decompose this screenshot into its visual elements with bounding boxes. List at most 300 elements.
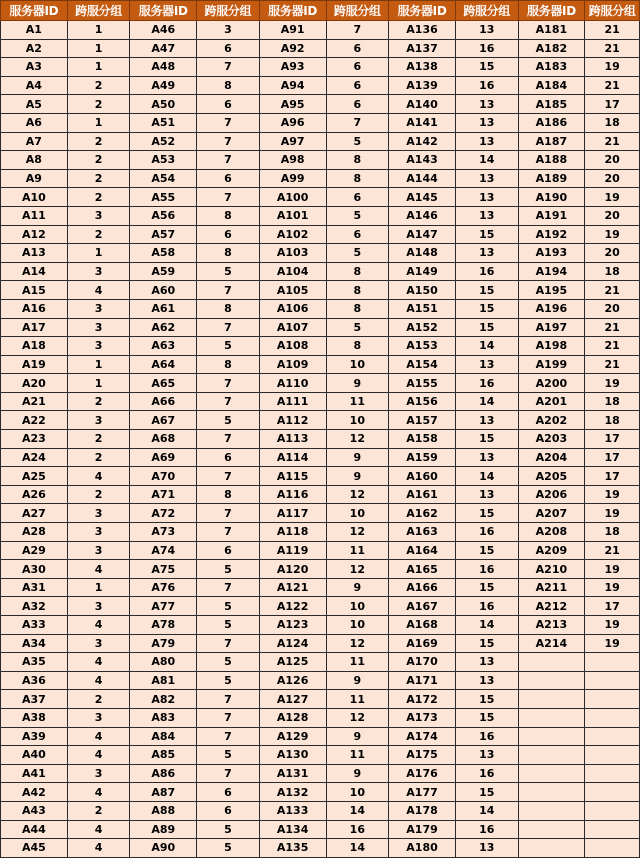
server-id-cell: A35 [1, 653, 68, 672]
server-id-cell: A145 [389, 188, 456, 207]
cross-group-cell: 21 [585, 39, 640, 58]
server-id-cell: A179 [389, 820, 456, 839]
server-id-cell: A8 [1, 151, 68, 170]
server-id-cell: A146 [389, 206, 456, 225]
table-row [1, 783, 640, 802]
cross-group-cell: 9 [326, 764, 389, 783]
table-row [1, 746, 640, 765]
server-id-cell: A14 [1, 262, 68, 281]
server-id-cell: A56 [130, 206, 197, 225]
table-row [1, 671, 640, 690]
server-id-cell: A134 [259, 820, 326, 839]
table-row [1, 541, 640, 560]
server-id-cell: A156 [389, 392, 456, 411]
server-id-cell: A2 [1, 39, 68, 58]
cross-group-cell: 15 [455, 708, 518, 727]
table-row [1, 467, 640, 486]
cross-group-cell: 5 [197, 671, 260, 690]
cross-group-cell: 2 [67, 225, 130, 244]
server-id-cell: A140 [389, 95, 456, 114]
cross-group-cell: 15 [455, 578, 518, 597]
server-id-cell: A93 [259, 58, 326, 77]
server-id-cell: A116 [259, 485, 326, 504]
server-id-cell: A13 [1, 244, 68, 263]
cross-group-cell: 15 [455, 634, 518, 653]
cross-group-cell: 7 [197, 392, 260, 411]
server-id-cell: A76 [130, 578, 197, 597]
table-row [1, 839, 640, 858]
cross-group-cell: 2 [67, 132, 130, 151]
cross-group-cell: 6 [197, 169, 260, 188]
server-id-cell: A23 [1, 430, 68, 449]
cross-group-cell: 7 [197, 504, 260, 523]
server-id-cell: A184 [518, 76, 585, 95]
server-id-cell: A176 [389, 764, 456, 783]
server-id-cell: A95 [259, 95, 326, 114]
table-row [1, 504, 640, 523]
cross-group-cell: 6 [326, 76, 389, 95]
server-id-cell: A183 [518, 58, 585, 77]
header-row [1, 1, 640, 21]
cross-group-cell: 7 [197, 708, 260, 727]
server-id-cell: A200 [518, 374, 585, 393]
cross-group-cell [585, 801, 640, 820]
cross-group-cell: 16 [455, 76, 518, 95]
cross-group-header: 跨服分组 [326, 1, 389, 21]
server-id-cell: A25 [1, 467, 68, 486]
cross-group-cell: 14 [455, 392, 518, 411]
server-id-cell: A137 [389, 39, 456, 58]
server-id-cell: A101 [259, 206, 326, 225]
cross-group-cell: 1 [67, 113, 130, 132]
table-row [1, 578, 640, 597]
cross-group-cell: 6 [326, 95, 389, 114]
cross-group-cell: 3 [67, 318, 130, 337]
cross-group-cell [585, 671, 640, 690]
cross-group-cell: 2 [67, 169, 130, 188]
cross-group-cell: 4 [67, 281, 130, 300]
cross-group-cell: 8 [197, 485, 260, 504]
cross-group-cell: 4 [67, 653, 130, 672]
cross-group-cell: 5 [326, 206, 389, 225]
server-id-cell: A68 [130, 430, 197, 449]
cross-group-cell: 17 [585, 597, 640, 616]
server-id-cell: A153 [389, 337, 456, 356]
server-id-cell: A190 [518, 188, 585, 207]
cross-group-cell: 6 [197, 783, 260, 802]
server-id-cell: A47 [130, 39, 197, 58]
server-id-cell: A37 [1, 690, 68, 709]
server-id-cell: A213 [518, 616, 585, 635]
cross-group-cell: 7 [197, 467, 260, 486]
table-row [1, 225, 640, 244]
server-id-cell: A84 [130, 727, 197, 746]
cross-group-cell: 13 [455, 95, 518, 114]
server-id-cell: A91 [259, 21, 326, 40]
table-row [1, 801, 640, 820]
server-id-cell: A160 [389, 467, 456, 486]
cross-group-cell: 3 [197, 21, 260, 40]
table-row [1, 318, 640, 337]
cross-group-cell: 7 [197, 634, 260, 653]
cross-group-cell: 7 [197, 578, 260, 597]
server-id-cell [518, 708, 585, 727]
cross-group-cell: 13 [455, 244, 518, 263]
server-id-cell: A198 [518, 337, 585, 356]
server-id-cell: A121 [259, 578, 326, 597]
server-id-cell: A46 [130, 21, 197, 40]
server-id-cell: A62 [130, 318, 197, 337]
cross-group-cell: 15 [455, 225, 518, 244]
server-id-cell: A148 [389, 244, 456, 263]
server-id-cell: A77 [130, 597, 197, 616]
table-row [1, 169, 640, 188]
server-id-cell: A34 [1, 634, 68, 653]
cross-group-cell: 2 [67, 392, 130, 411]
cross-group-cell: 20 [585, 151, 640, 170]
server-id-cell: A141 [389, 113, 456, 132]
cross-group-cell: 19 [585, 225, 640, 244]
table-row [1, 597, 640, 616]
server-id-cell: A142 [389, 132, 456, 151]
cross-group-cell: 7 [197, 281, 260, 300]
server-id-cell: A126 [259, 671, 326, 690]
server-id-cell [518, 820, 585, 839]
cross-group-cell: 19 [585, 188, 640, 207]
cross-group-cell [585, 820, 640, 839]
server-id-cell: A85 [130, 746, 197, 765]
table-row [1, 206, 640, 225]
server-id-cell: A115 [259, 467, 326, 486]
cross-group-cell: 1 [67, 58, 130, 77]
server-id-header: 服务器ID [259, 1, 326, 21]
cross-group-cell: 20 [585, 299, 640, 318]
server-id-cell: A89 [130, 820, 197, 839]
cross-group-cell: 12 [326, 485, 389, 504]
server-id-cell: A96 [259, 113, 326, 132]
server-id-cell: A36 [1, 671, 68, 690]
server-id-cell: A64 [130, 355, 197, 374]
cross-group-cell: 5 [326, 132, 389, 151]
cross-group-cell: 21 [585, 541, 640, 560]
cross-group-cell: 12 [326, 430, 389, 449]
cross-group-cell: 21 [585, 355, 640, 374]
server-id-cell: A177 [389, 783, 456, 802]
server-id-cell [518, 727, 585, 746]
server-id-cell: A49 [130, 76, 197, 95]
cross-group-cell [585, 690, 640, 709]
server-id-cell: A92 [259, 39, 326, 58]
cross-group-cell: 19 [585, 485, 640, 504]
cross-group-cell: 6 [197, 39, 260, 58]
cross-group-cell: 14 [455, 337, 518, 356]
cross-group-cell: 15 [455, 318, 518, 337]
table-row [1, 262, 640, 281]
cross-group-cell: 5 [197, 560, 260, 579]
server-id-cell: A214 [518, 634, 585, 653]
server-id-cell: A83 [130, 708, 197, 727]
cross-group-cell: 14 [326, 801, 389, 820]
cross-group-cell: 19 [585, 560, 640, 579]
server-id-cell: A196 [518, 299, 585, 318]
cross-group-cell: 13 [455, 839, 518, 858]
cross-group-cell: 13 [455, 169, 518, 188]
table-row [1, 132, 640, 151]
cross-group-cell [585, 783, 640, 802]
server-id-cell: A60 [130, 281, 197, 300]
server-id-cell: A185 [518, 95, 585, 114]
server-id-cell: A113 [259, 430, 326, 449]
server-id-cell: A98 [259, 151, 326, 170]
server-id-cell: A189 [518, 169, 585, 188]
cross-group-cell [585, 764, 640, 783]
cross-group-cell: 1 [67, 21, 130, 40]
server-id-cell: A78 [130, 616, 197, 635]
cross-group-cell [585, 839, 640, 858]
server-id-cell: A29 [1, 541, 68, 560]
cross-group-cell: 13 [455, 113, 518, 132]
server-id-cell: A28 [1, 523, 68, 542]
server-id-cell: A18 [1, 337, 68, 356]
cross-group-cell: 17 [585, 467, 640, 486]
server-id-cell: A9 [1, 169, 68, 188]
cross-group-cell: 3 [67, 262, 130, 281]
table-row [1, 708, 640, 727]
server-id-cell [518, 690, 585, 709]
server-id-cell: A166 [389, 578, 456, 597]
server-id-cell: A131 [259, 764, 326, 783]
cross-group-cell: 14 [326, 839, 389, 858]
table-row [1, 616, 640, 635]
cross-group-cell: 7 [197, 690, 260, 709]
server-id-cell: A27 [1, 504, 68, 523]
server-id-cell: A123 [259, 616, 326, 635]
cross-group-cell: 2 [67, 448, 130, 467]
cross-group-cell: 21 [585, 76, 640, 95]
cross-group-cell: 6 [197, 225, 260, 244]
cross-group-cell: 5 [326, 318, 389, 337]
cross-group-cell: 6 [197, 448, 260, 467]
server-id-cell: A100 [259, 188, 326, 207]
server-id-cell: A158 [389, 430, 456, 449]
table-row [1, 392, 640, 411]
server-id-cell: A130 [259, 746, 326, 765]
cross-group-cell: 2 [67, 690, 130, 709]
table-row [1, 411, 640, 430]
cross-group-cell: 13 [455, 653, 518, 672]
server-id-cell: A17 [1, 318, 68, 337]
cross-group-cell: 13 [455, 355, 518, 374]
cross-group-cell: 16 [326, 820, 389, 839]
cross-group-cell: 7 [197, 318, 260, 337]
server-id-cell: A58 [130, 244, 197, 263]
cross-group-cell [585, 746, 640, 765]
server-id-cell: A180 [389, 839, 456, 858]
server-id-cell: A32 [1, 597, 68, 616]
cross-group-cell: 13 [455, 485, 518, 504]
server-id-cell: A38 [1, 708, 68, 727]
server-id-cell: A119 [259, 541, 326, 560]
server-id-cell: A43 [1, 801, 68, 820]
server-id-cell: A150 [389, 281, 456, 300]
server-id-cell: A178 [389, 801, 456, 820]
table-row [1, 485, 640, 504]
server-id-cell: A193 [518, 244, 585, 263]
cross-group-cell: 11 [326, 690, 389, 709]
cross-group-cell: 20 [585, 244, 640, 263]
cross-group-cell: 15 [455, 783, 518, 802]
cross-group-cell: 7 [197, 151, 260, 170]
server-id-cell: A194 [518, 262, 585, 281]
cross-group-cell: 5 [197, 616, 260, 635]
table-row [1, 448, 640, 467]
cross-group-header: 跨服分组 [585, 1, 640, 21]
server-id-cell: A39 [1, 727, 68, 746]
cross-group-cell: 6 [326, 58, 389, 77]
cross-group-cell: 3 [67, 504, 130, 523]
cross-group-cell: 8 [326, 169, 389, 188]
cross-group-cell: 2 [67, 801, 130, 820]
cross-group-cell: 6 [326, 225, 389, 244]
server-id-cell: A6 [1, 113, 68, 132]
table-row [1, 355, 640, 374]
server-id-cell [518, 764, 585, 783]
server-id-cell: A154 [389, 355, 456, 374]
server-id-cell: A112 [259, 411, 326, 430]
server-id-cell: A162 [389, 504, 456, 523]
server-id-cell [518, 653, 585, 672]
cross-group-cell: 5 [326, 244, 389, 263]
table-row [1, 76, 640, 95]
server-id-cell: A187 [518, 132, 585, 151]
server-id-header: 服务器ID [518, 1, 585, 21]
cross-group-cell: 1 [67, 39, 130, 58]
server-id-cell: A48 [130, 58, 197, 77]
cross-group-cell: 2 [67, 76, 130, 95]
server-id-cell [518, 839, 585, 858]
server-id-cell: A211 [518, 578, 585, 597]
cross-group-cell: 4 [67, 783, 130, 802]
cross-group-cell: 5 [197, 411, 260, 430]
cross-group-cell: 5 [197, 337, 260, 356]
server-id-cell: A164 [389, 541, 456, 560]
server-id-cell: A69 [130, 448, 197, 467]
cross-group-cell: 15 [455, 281, 518, 300]
cross-group-cell: 10 [326, 504, 389, 523]
cross-group-cell: 5 [197, 746, 260, 765]
server-id-cell: A71 [130, 485, 197, 504]
cross-group-cell: 15 [455, 690, 518, 709]
cross-group-cell: 20 [585, 169, 640, 188]
cross-group-cell: 7 [197, 430, 260, 449]
server-id-cell [518, 671, 585, 690]
cross-group-cell: 10 [326, 597, 389, 616]
cross-group-cell: 10 [326, 783, 389, 802]
server-id-cell: A208 [518, 523, 585, 542]
server-id-cell: A10 [1, 188, 68, 207]
cross-group-cell: 5 [197, 839, 260, 858]
server-id-cell: A21 [1, 392, 68, 411]
server-id-cell: A173 [389, 708, 456, 727]
server-id-cell: A149 [389, 262, 456, 281]
cross-group-cell: 3 [67, 411, 130, 430]
cross-group-cell: 5 [197, 597, 260, 616]
table-row [1, 188, 640, 207]
cross-group-cell: 16 [455, 560, 518, 579]
cross-group-cell: 1 [67, 244, 130, 263]
server-id-cell [518, 746, 585, 765]
cross-group-cell: 9 [326, 467, 389, 486]
server-id-cell: A70 [130, 467, 197, 486]
server-id-cell [518, 783, 585, 802]
cross-group-cell: 16 [455, 523, 518, 542]
cross-group-cell: 19 [585, 58, 640, 77]
server-id-cell: A102 [259, 225, 326, 244]
server-id-cell: A61 [130, 299, 197, 318]
server-id-cell: A110 [259, 374, 326, 393]
server-id-cell: A133 [259, 801, 326, 820]
cross-group-cell: 13 [455, 411, 518, 430]
cross-group-cell: 6 [326, 39, 389, 58]
cross-group-cell: 17 [585, 95, 640, 114]
cross-group-cell [585, 727, 640, 746]
cross-group-cell: 1 [67, 374, 130, 393]
server-id-cell: A111 [259, 392, 326, 411]
server-id-cell: A124 [259, 634, 326, 653]
server-id-cell: A5 [1, 95, 68, 114]
server-id-cell: A67 [130, 411, 197, 430]
table-row [1, 764, 640, 783]
server-id-cell: A152 [389, 318, 456, 337]
table-row [1, 39, 640, 58]
cross-group-cell: 21 [585, 132, 640, 151]
cross-group-cell: 17 [585, 448, 640, 467]
cross-group-cell: 8 [326, 337, 389, 356]
cross-group-cell: 15 [455, 504, 518, 523]
cross-group-cell: 4 [67, 560, 130, 579]
cross-group-cell: 17 [585, 430, 640, 449]
cross-group-cell: 21 [585, 21, 640, 40]
cross-group-cell: 7 [326, 113, 389, 132]
table-row [1, 820, 640, 839]
cross-group-cell: 19 [585, 616, 640, 635]
server-id-cell: A19 [1, 355, 68, 374]
server-id-cell: A203 [518, 430, 585, 449]
table-row [1, 58, 640, 77]
cross-group-cell: 13 [455, 21, 518, 40]
server-id-cell: A139 [389, 76, 456, 95]
server-id-cell: A161 [389, 485, 456, 504]
cross-group-cell: 18 [585, 262, 640, 281]
cross-group-cell: 3 [67, 299, 130, 318]
server-id-cell: A3 [1, 58, 68, 77]
cross-group-cell: 2 [67, 485, 130, 504]
server-id-cell: A138 [389, 58, 456, 77]
server-id-cell: A118 [259, 523, 326, 542]
server-id-cell: A55 [130, 188, 197, 207]
server-id-cell: A7 [1, 132, 68, 151]
server-id-cell: A103 [259, 244, 326, 263]
server-id-cell: A109 [259, 355, 326, 374]
cross-group-cell: 7 [197, 58, 260, 77]
server-id-cell: A108 [259, 337, 326, 356]
server-id-cell: A22 [1, 411, 68, 430]
server-id-cell: A40 [1, 746, 68, 765]
cross-group-cell: 8 [197, 244, 260, 263]
cross-group-cell: 8 [326, 151, 389, 170]
cross-group-cell: 15 [455, 299, 518, 318]
server-id-cell: A199 [518, 355, 585, 374]
